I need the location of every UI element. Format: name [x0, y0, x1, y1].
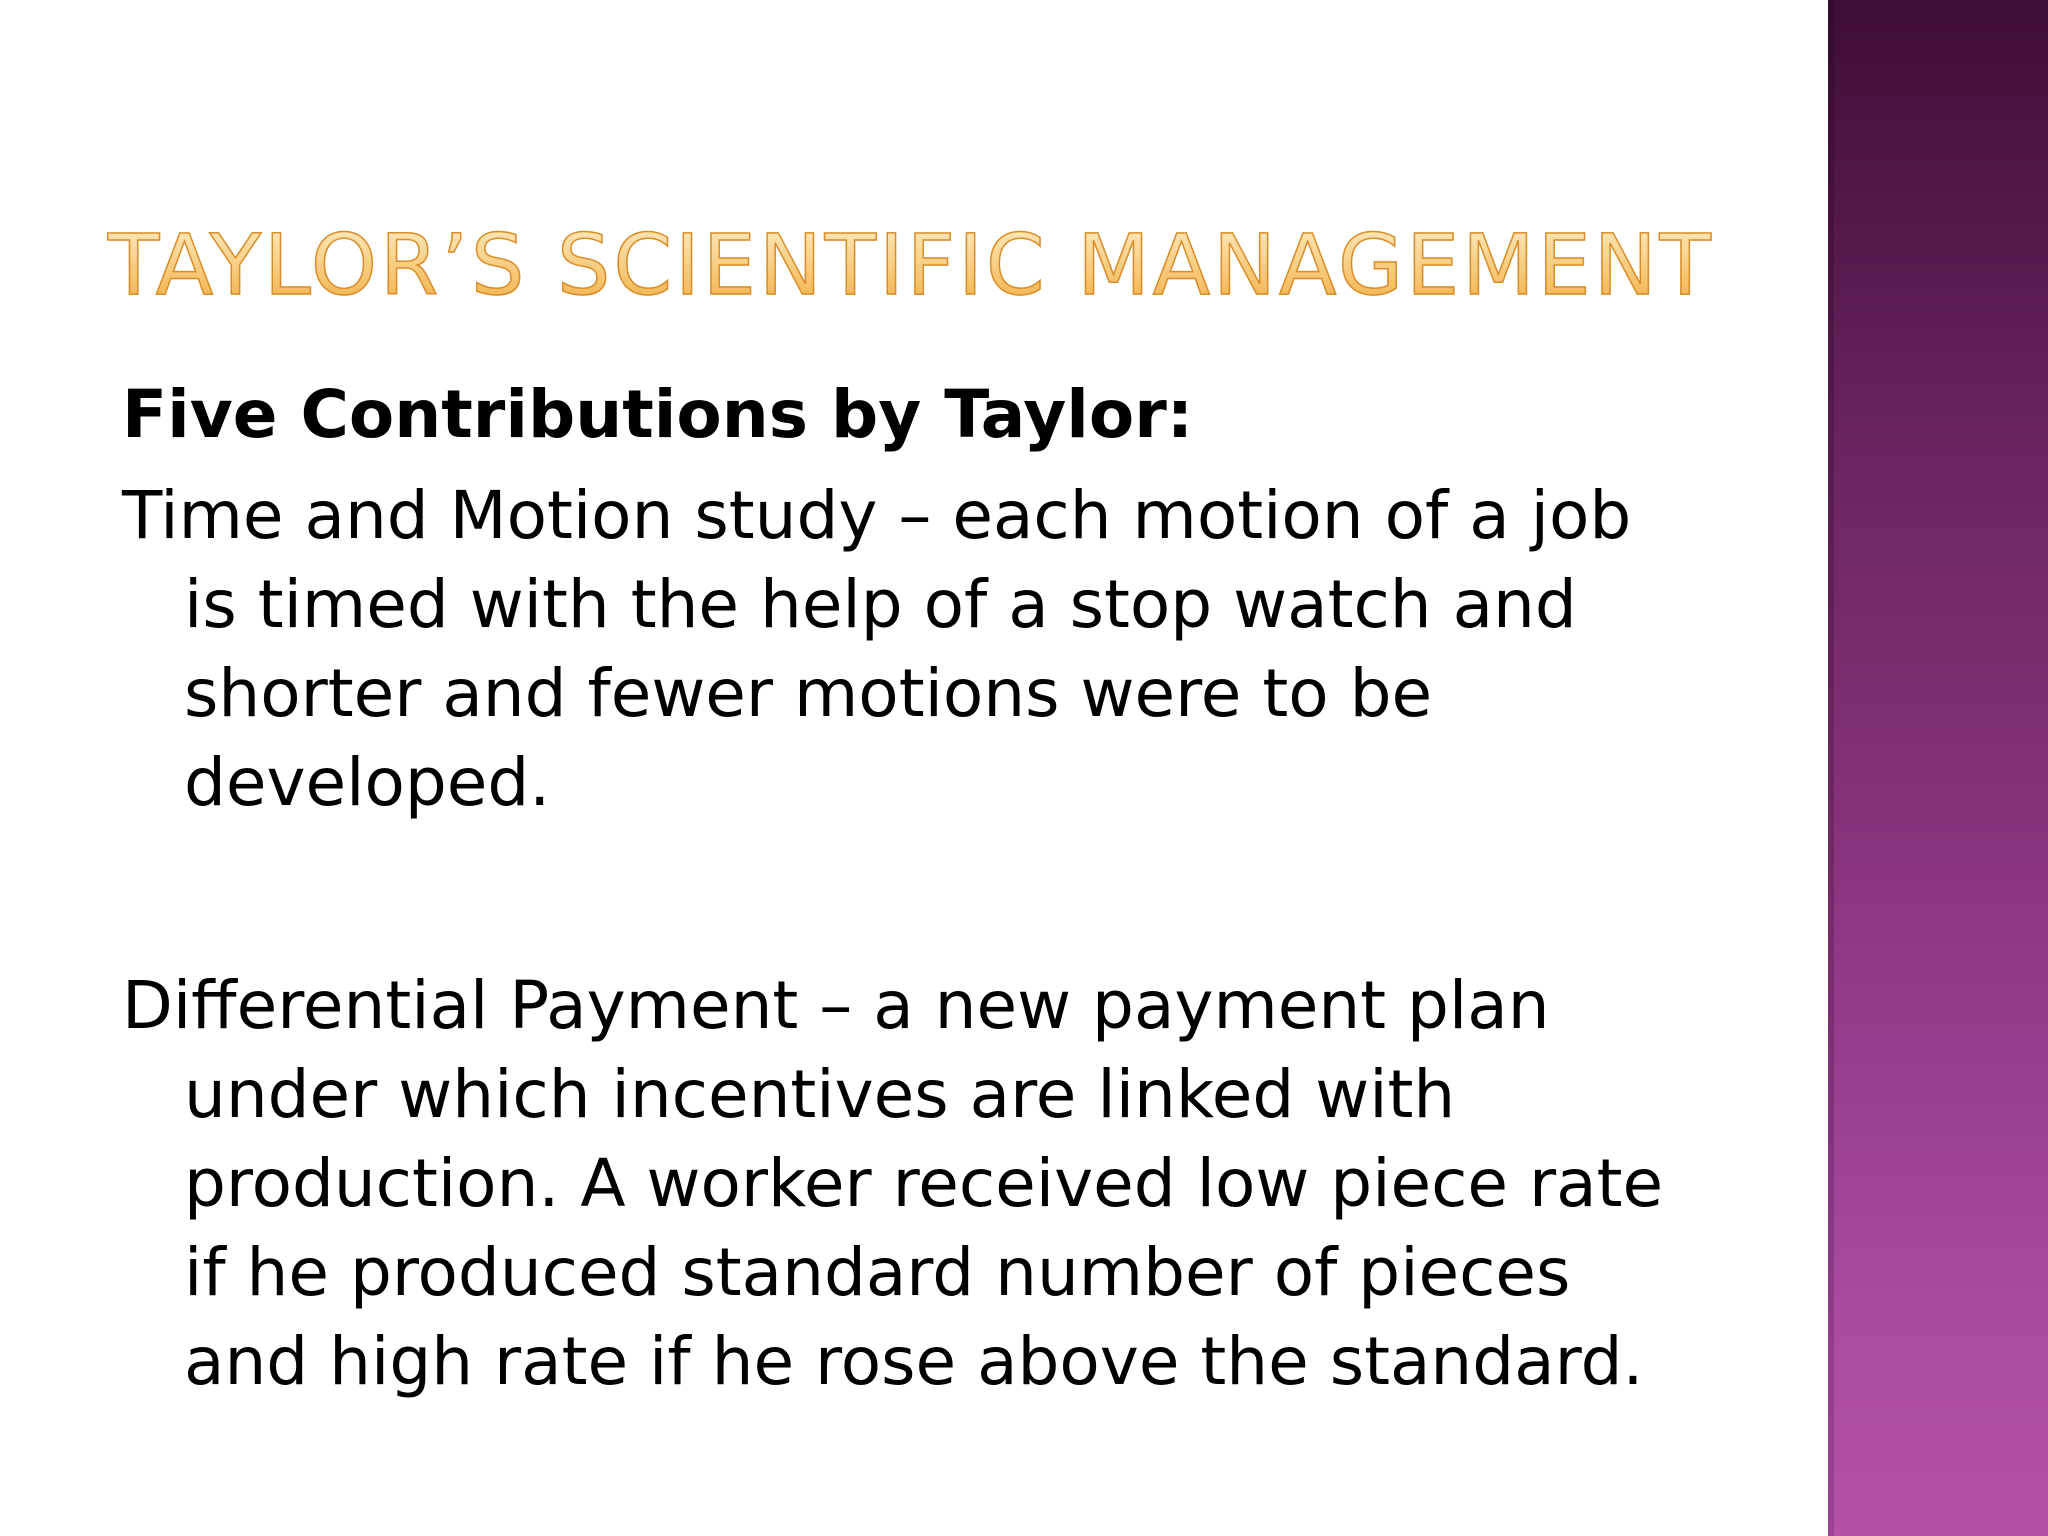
decorative-side-band	[1828, 0, 2048, 1536]
slide-title: TAYLOR’S SCIENTIFIC MANAGEMENT	[108, 210, 1728, 320]
subheading: Five Contributions by Taylor:	[122, 376, 1194, 453]
paragraph-spacer	[122, 827, 1702, 961]
paragraph-time-and-motion: Time and Motion study – each motion of a job is timed with the help of a stop watch and shorter and fewer motions were to be developed.	[122, 477, 1632, 821]
slide-content	[122, 370, 1702, 1406]
paragraph-differential-payment: Differential Payment – a new payment plan under which incentives are linked with production. A worker received low piece rate if he produced standard number of pieces and high rate if he rose above the standard.	[122, 967, 1664, 1400]
